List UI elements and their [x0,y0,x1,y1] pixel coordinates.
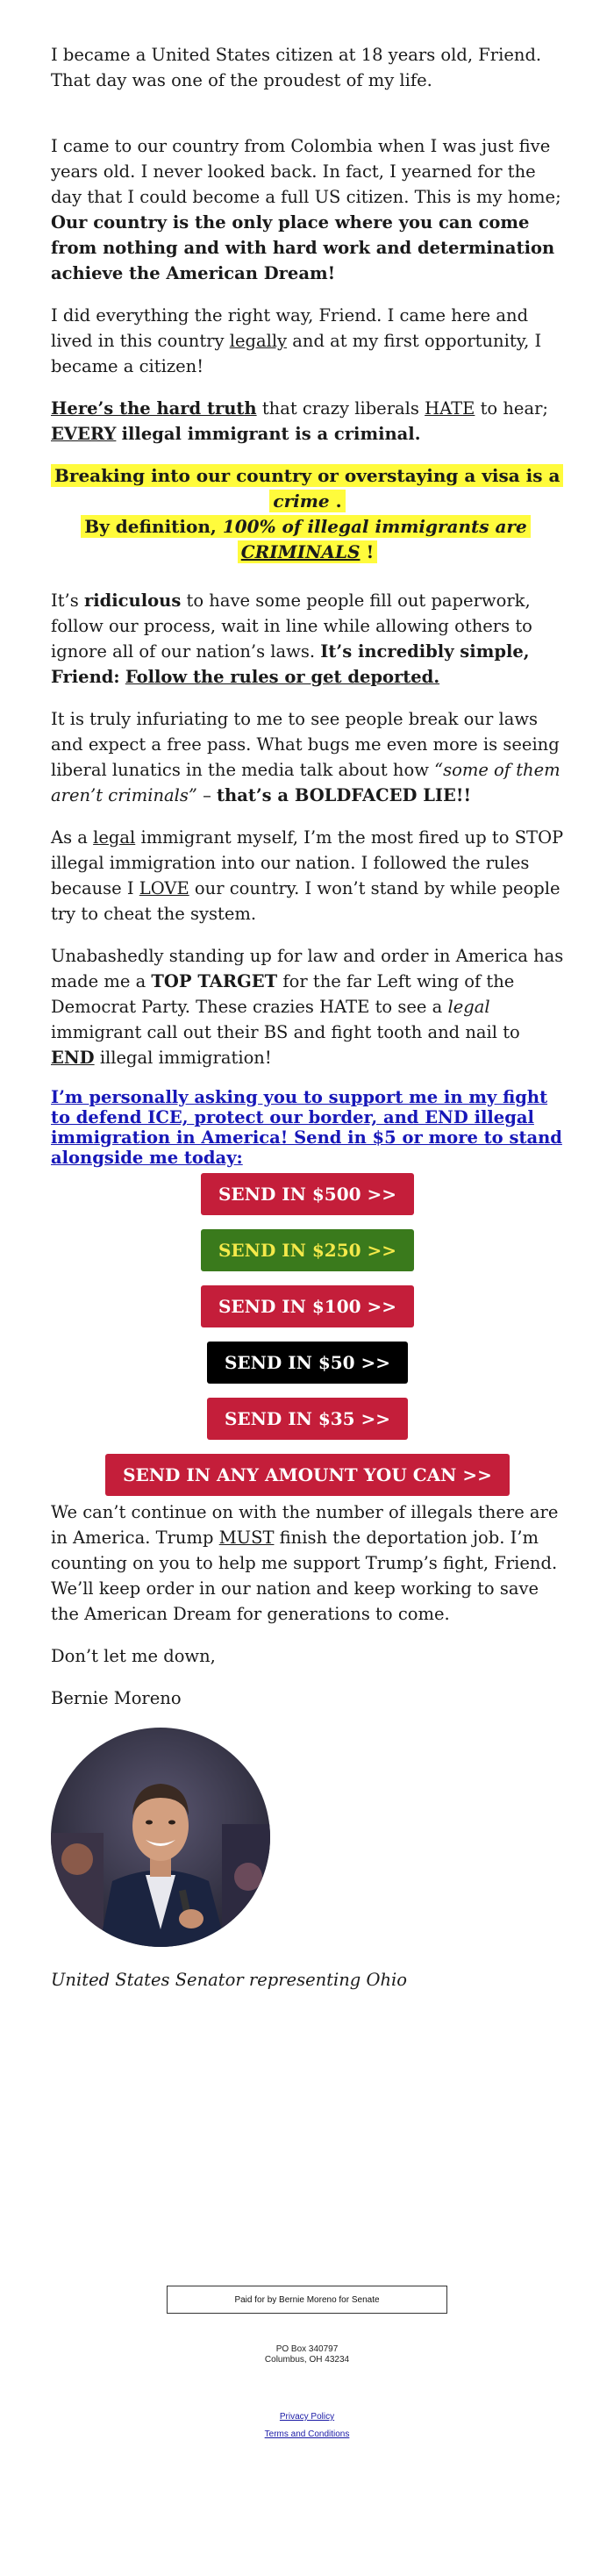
text: Breaking into our country or overstaying a visa is a [54,465,560,486]
mailing-address [0,2344,614,2365]
bold-text: illegal immigrant is a criminal. [121,424,421,444]
paragraph-infuriating [51,706,564,808]
highlight-line-1 [51,464,563,512]
text: illegal immigration! [99,1048,272,1068]
donate-100-button[interactable]: SEND IN $100 >> [201,1285,414,1327]
text: our country. I won’t stand by while people try to cheat the system. [51,878,560,924]
highlighted-statement [51,463,564,565]
paragraph-trump [51,1499,564,1627]
text: finish the deportation job. I’m counting on you to help me support Trump’s fight, Friend. We’ll keep order in our nation and keep working to save the American Dream for generations to come. [51,1528,558,1624]
text: We can’t continue on with the number of illegals there are in America. Trump [51,1502,559,1548]
bold-text: TOP TARGET [151,971,278,991]
bold-underlined-text: EVERY [51,424,117,444]
paragraph-ridiculous [51,588,564,690]
bold-underlined-text: END [51,1048,95,1068]
donate-35-button[interactable]: SEND IN $35 >> [207,1398,408,1440]
bold-text: that’s a BOLDFACED LIE!! [217,785,472,805]
donate-500-button[interactable]: SEND IN $500 >> [201,1173,414,1215]
donate-any-amount-button[interactable]: SEND IN ANY AMOUNT YOU CAN >> [105,1454,510,1496]
text: that crazy liberals [261,398,419,419]
text: immigrant myself, I’m the most fired up to STOP illegal immigration into our nation. I followed the rules because I [51,827,564,898]
terms-link[interactable]: Terms and Conditions [264,2429,350,2439]
text: for the far Left wing of the Democrat Party. These crazies HATE to see a [51,971,515,1017]
text: ! [366,541,375,562]
italic-text: crime [273,490,330,512]
intro-paragraph: I became a United States citizen at 18 years old, Friend. That day was one of the proudest of my life. [51,45,542,90]
address-line: PO Box 340797 [275,2344,339,2354]
text: As a [51,827,88,848]
bold-text: Our country is the only place where you can come from nothing and with hard work and determination achieve the American Dream! [51,212,555,283]
underlined-text: LOVE [139,878,189,898]
paragraph-legally [51,303,564,379]
donate-250-button[interactable]: SEND IN $250 >> [201,1229,414,1271]
italic-text: legal [447,997,490,1017]
privacy-policy-link[interactable]: Privacy Policy [279,2412,335,2422]
paragraph-top-target [51,943,564,1070]
closing-line: Don’t let me down, [51,1646,216,1666]
avatar [51,1728,270,1947]
underlined-text: HATE [425,398,475,419]
paragraph-colombia [51,133,564,286]
italic-underlined-text: CRIMINALS [240,541,361,562]
email-body [51,42,564,1993]
text: and at my first opportunity, I became a citizen! [51,331,542,376]
donate-row [51,1454,564,1499]
text: to hear; [480,398,548,419]
text: . [335,490,342,512]
bold-underlined-text: Follow the rules or get deported. [125,667,440,687]
paragraph-hard-truth [51,396,564,447]
text: I did everything the right way, Friend. I came here and lived in this country [51,305,529,351]
italic-text: “some of them aren’t criminals” [51,760,560,805]
underlined-text: MUST [218,1528,275,1548]
donate-row [51,1229,564,1285]
donate-row [51,1342,564,1398]
donation-buttons [51,1173,564,1499]
text: Unabashedly standing up for law and order in America has made me a [51,946,564,991]
text: It is truly infuriating to me to see people break our laws and expect a free pass. What bugs me even more is seeing liberal lunatics in the media talk about how [51,709,560,780]
paid-for-disclaimer: Paid for by Bernie Moreno for Senate [167,2286,447,2314]
donate-ask-link[interactable]: I’m personally asking you to support me in my fight to defend ICE, protect our border, and END illegal immigration in America! Send in $5 or more to stand alongside me today: [51,1087,562,1168]
signer-title: United States Senator representing Ohio [51,1970,408,1990]
portrait-photo [51,1728,270,1947]
underlined-text: legal [93,827,136,848]
signature-name: Bernie Moreno [51,1688,182,1708]
address-line: Columbus, OH 43234 [264,2355,350,2365]
bold-text: ridiculous [83,590,182,611]
underlined-text: legally [229,331,288,351]
text: By definition, [84,516,217,537]
text: It’s [51,590,79,611]
text: I came to our country from Colombia when I was just five years old. I never looked back. In fact, I yearned for the day that I could become a full US citizen. This is my home; [51,136,561,207]
bold-underlined-text: Here’s the hard truth [51,398,257,419]
donate-row [51,1285,564,1342]
bold-text: It’s incredibly simple, Friend: [51,641,530,687]
paragraph-legal-immigrant [51,825,564,927]
donate-row [51,1173,564,1229]
text: – [203,785,211,805]
donate-row [51,1398,564,1454]
highlight-line-2 [81,515,530,563]
italic-text: 100% of illegal immigrants are [222,516,527,537]
donate-50-button[interactable]: SEND IN $50 >> [207,1342,408,1384]
text: to have some people fill out paperwork, follow our process, wait in line while allowing others to ignore all of our nation’s laws. [51,590,532,662]
footer-links [0,2408,614,2444]
text: immigrant call out their BS and fight tooth and nail to [51,1022,520,1042]
